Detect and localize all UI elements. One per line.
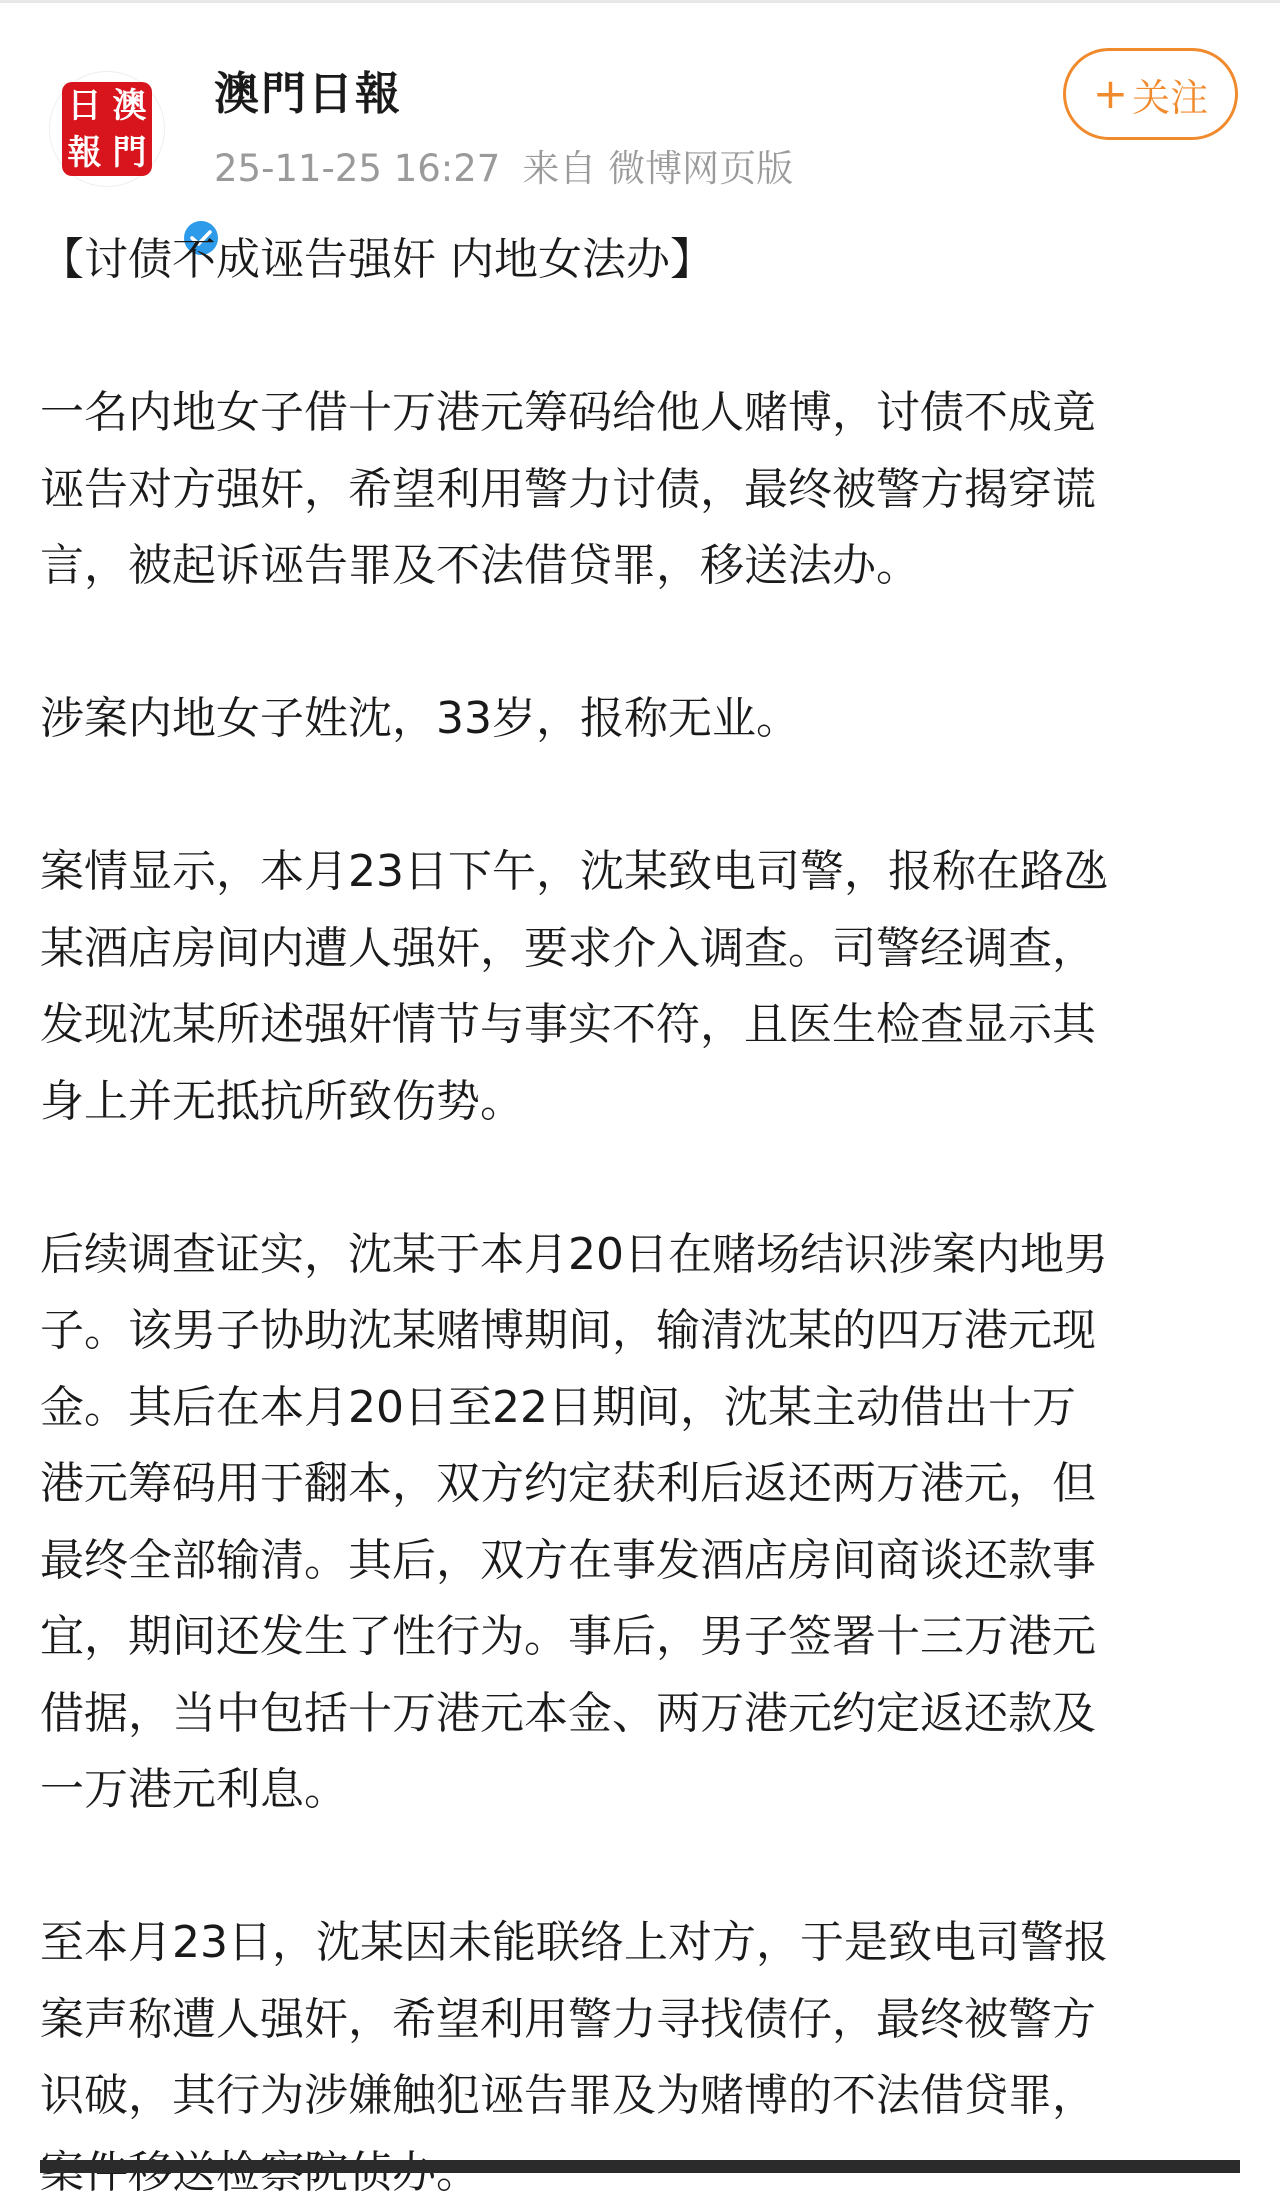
paragraph-line: 金。其后在本月20日至22日期间，沈某主动借出十万	[40, 1370, 1245, 1447]
paragraph-line: 宜，期间还发生了性行为。事后，男子签署十三万港元	[40, 1599, 1245, 1676]
attached-image[interactable]	[40, 2160, 1240, 2173]
paragraph-line: 子。该男子协助沈某赌博期间，输清沈某的四万港元现	[40, 1293, 1245, 1370]
paragraph	[40, 834, 1245, 1140]
paragraph-line: 识破，其行为涉嫌触犯诬告罪及为赌博的不法借贷罪，	[40, 2058, 1245, 2135]
avatar[interactable]	[50, 72, 164, 186]
paragraph-line: 言，被起诉诬告罪及不法借贷罪，移送法办。	[40, 528, 1245, 605]
paragraph-line: 发现沈某所述强奸情节与事实不符，且医生检查显示其	[40, 987, 1245, 1064]
paragraph-line: 最终全部输清。其后，双方在事发酒店房间商谈还款事	[40, 1523, 1245, 1600]
logo-char: 日	[68, 89, 102, 123]
paragraph-line: 港元筹码用于翻本，双方约定获利后返还两万港元，但	[40, 1446, 1245, 1523]
paragraph-line: 借据，当中包括十万港元本金、两万港元约定返还款及	[40, 1676, 1245, 1753]
paragraph-line: 案声称遭人强奸，希望利用警力寻找债仔，最终被警方	[40, 1982, 1245, 2059]
logo-char: 報	[68, 136, 102, 170]
logo-char: 門	[113, 136, 147, 170]
paragraph-line: 案情显示，本月23日下午，沈某致电司警，报称在路氹	[40, 834, 1245, 911]
post-source: 来自 微博网页版	[522, 147, 793, 190]
paragraph	[40, 681, 1245, 758]
post-body	[40, 222, 1245, 2211]
follow-label: 关注	[1132, 67, 1208, 122]
paragraph-line: 某酒店房间内遭人强奸，要求介入调查。司警经调查，	[40, 911, 1245, 988]
post-meta	[214, 146, 793, 192]
logo-char: 澳	[113, 89, 147, 123]
post-timestamp: 25-11-25 16:27	[214, 147, 500, 190]
plus-icon: +	[1093, 73, 1128, 115]
paragraph-line: 一万港元利息。	[40, 1752, 1245, 1829]
account-name[interactable]: 澳門日報	[214, 64, 402, 124]
paragraph-line: 至本月23日，沈某因未能联络上对方，于是致电司警报	[40, 1905, 1245, 1982]
paragraph	[40, 375, 1245, 605]
paragraph-line: 涉案内地女子姓沈，33岁，报称无业。	[40, 681, 1245, 758]
paragraph-line: 后续调查证实，沈某于本月20日在赌场结识涉案内地男	[40, 1217, 1245, 1294]
post-title: 【讨债不成诬告强奸 内地女法办】	[40, 222, 1245, 299]
macao-daily-logo	[62, 82, 152, 176]
paragraph-line: 身上并无抵抗所致伤势。	[40, 1064, 1245, 1141]
paragraph-line: 一名内地女子借十万港元筹码给他人赌博，讨债不成竟	[40, 375, 1245, 452]
paragraph	[40, 1217, 1245, 1829]
follow-button[interactable]	[1063, 48, 1238, 140]
paragraph-line: 诬告对方强奸，希望利用警力讨债，最终被警方揭穿谎	[40, 452, 1245, 529]
post-header	[0, 0, 1280, 210]
